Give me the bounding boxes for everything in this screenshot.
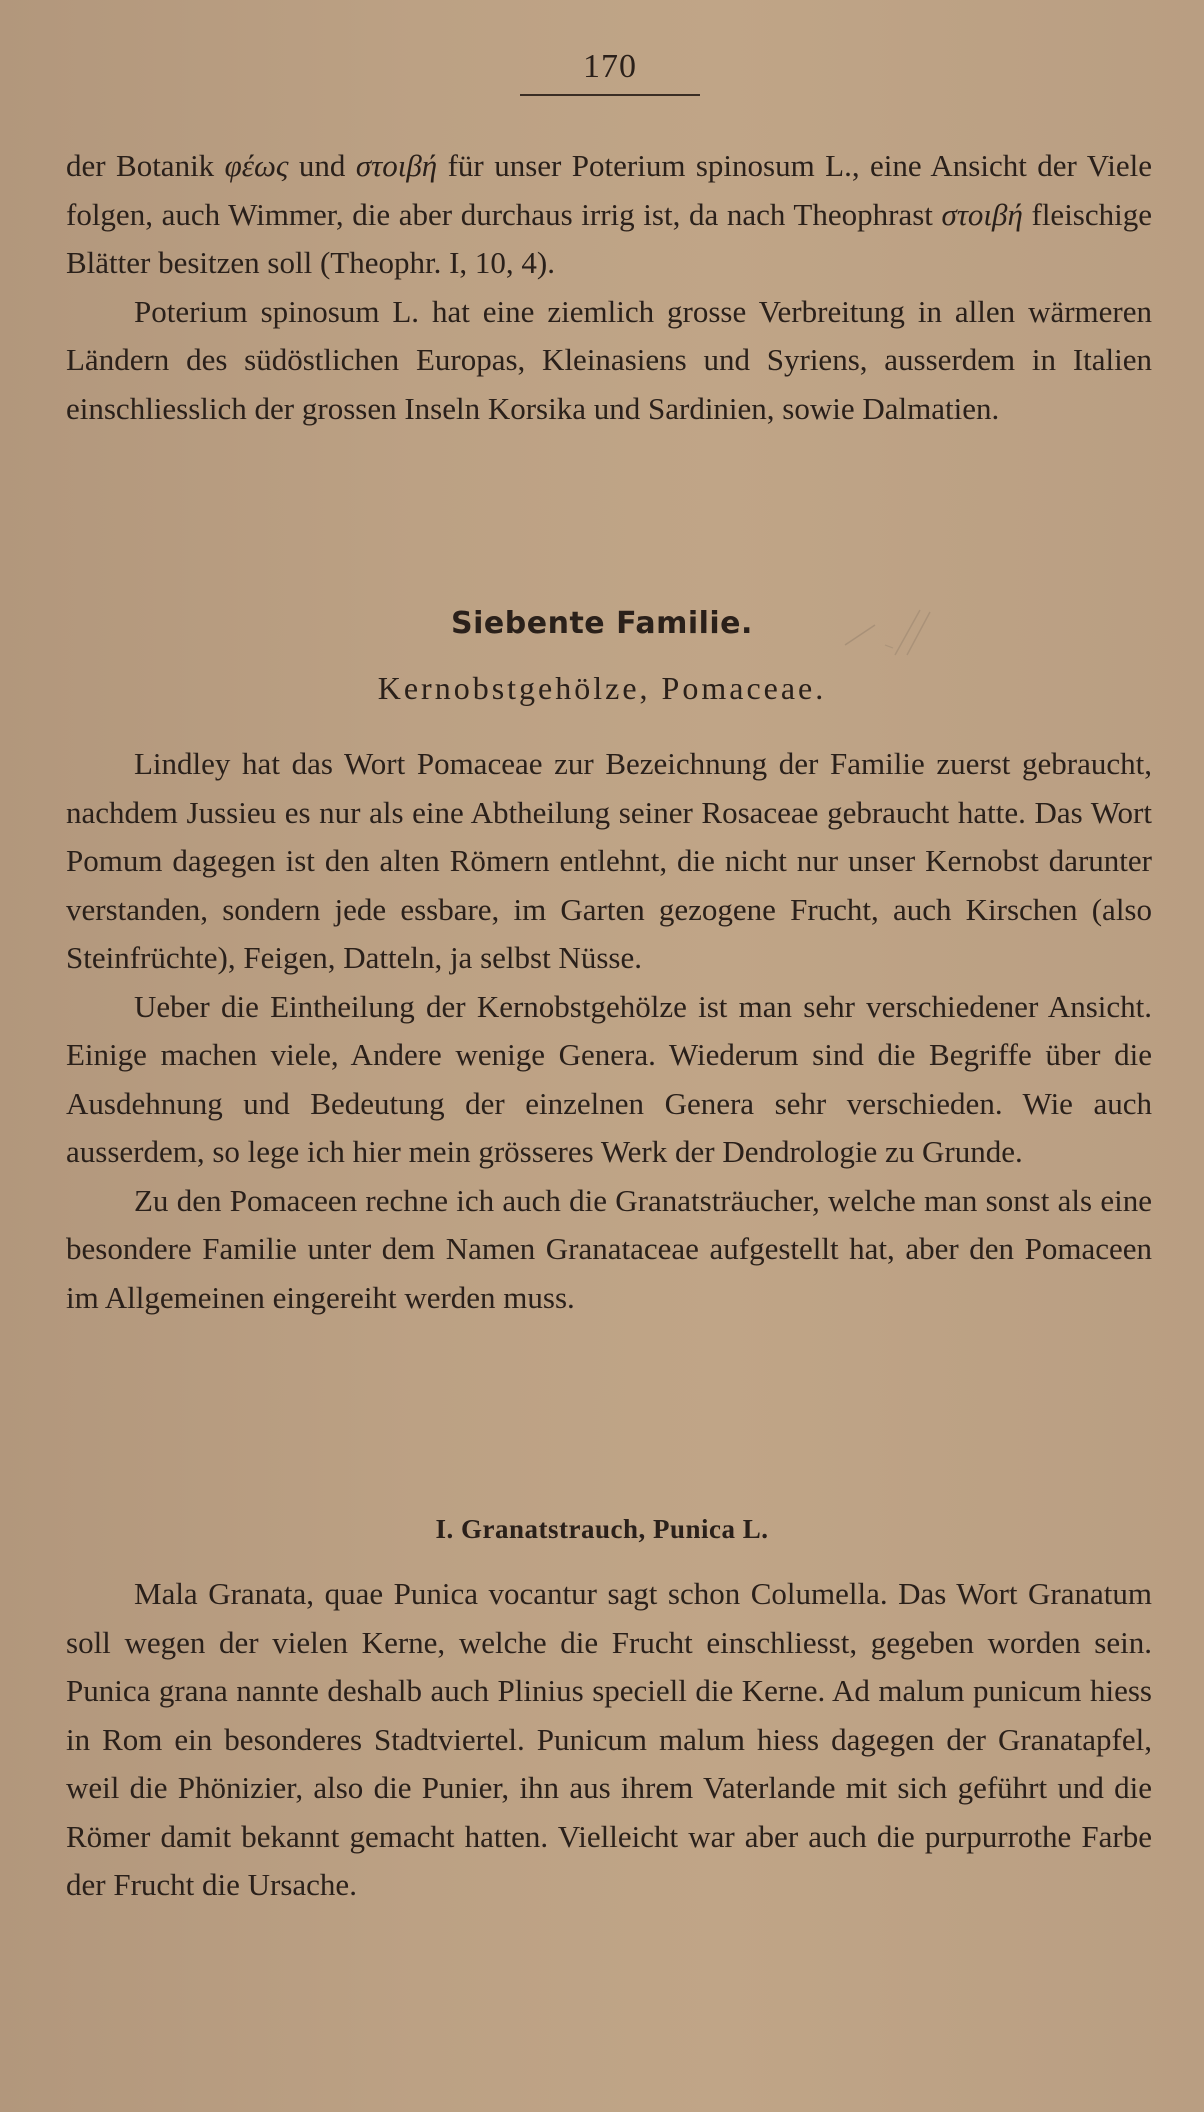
text-run: der Botanik [66,148,225,183]
family-heading: Siebente Familie. [451,606,753,641]
intro-paragraph-continued [66,142,1152,288]
genus-paragraph: Mala Granata, quae Punica vocantur sagt schon Columella. Das Wort Granatum soll wegen der vielen Kerne, welche die Frucht einschliesst, gegeben worden sein. Punica grana nannte deshalb auch Plinius speciell die Kerne. Ad malum punicum hiess in Rom ein besonderes Stadtviertel. Punicum malum hiess dagegen der Granatapfel, weil die Phönizier, also die Punier, ihn aus ihrem Vaterlande mit sich geführt und die Römer damit bekannt gemacht hatten. Vielleicht war aber auch die purpurrothe Farbe der Frucht die Ursache. [66,1576,1152,1902]
genus-heading: I. Granatstrauch, Punica L. [435,1514,769,1544]
genus-section [66,1570,1152,1910]
page-number: 170 [583,48,637,85]
family-paragraph: Lindley hat das Wort Pomaceae zur Bezeichnung der Familie zuerst gebraucht, nachdem Jussieu es nur als eine Abtheilung seiner Rosaceae gebraucht hatte. Das Wort Pomum dagegen ist den alten Römern entlehnt, die nicht nur unser Kernobst darunter verstanden, sondern jede essbare, im Garten gezogene Frucht, auch Kirschen (also Steinfrüchte), Feigen, Datteln, ja selbst Nüsse. [66,746,1152,975]
intro-paragraph-distribution: Poterium spinosum L. hat eine ziemlich grosse Verbreitung in allen wärmeren Ländern des südöstlichen Europas, Kleinasiens und Syriens, ausserdem in Italien einschliesslich der grossen Inseln Korsika und Sardinien, sowie Dalmatien. [66,293,1152,426]
text-run: für unser Poterium spinosum L., eine Ansicht der Viele folgen, auch Wimmer, die aber durchaus irrig ist, da nach Theophrast [66,148,1152,232]
family-paragraph: Ueber die Eintheilung der Kernobstgehölze ist man sehr verschiedener Ansicht. Einige machen viele, Andere wenige Genera. Wiederum sind die Begriffe über die Ausdehnung und Bedeutung der einzelnen Genera sehr verschieden. Wie auch ausserdem, so lege ich hier mein grösseres Werk der Dendrologie zu Grunde. [66,988,1152,1169]
pencil-annotation-mark [835,600,955,670]
page-number-rule [520,94,700,96]
family-paragraph: Zu den Pomaceen rechne ich auch die Granatsträucher, welche man sonst als eine besondere Familie unter dem Namen Granataceae aufgestellt hat, aber den Pomaceen im Allgemeinen eingereiht werden muss. [66,1182,1152,1315]
intro-section [66,142,1152,433]
greek-word: φέως [224,148,289,183]
greek-word: στοιβή [355,148,438,183]
text-run: fleischige Blätter besitzen soll (Theophr. I, 10, 4). [66,196,1152,280]
text-run: und [288,148,356,183]
family-section [66,740,1152,1322]
family-subheading: Kernobstgehölze, Pomaceae. [377,670,827,706]
greek-word: στοιβή [941,196,1023,232]
